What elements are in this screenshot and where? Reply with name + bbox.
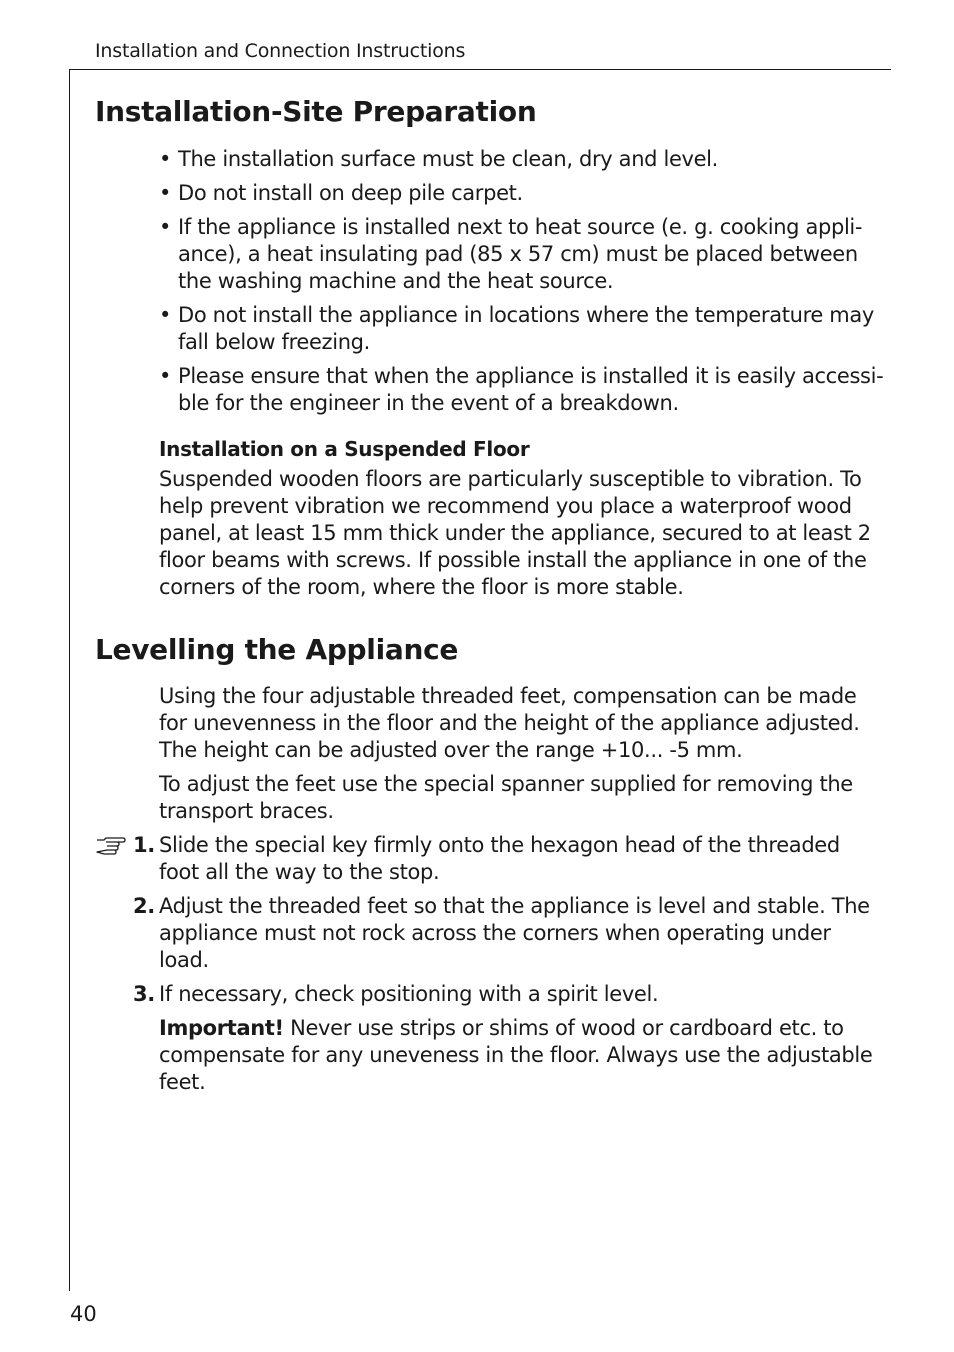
step-number: 3.	[133, 982, 155, 1006]
list-item	[159, 146, 885, 173]
levelling-intro-paragraph: Using the four adjustable threaded feet, compensation can be made for unevenness in the floor and the height of the appliance adjusted. The height can be adjusted over the range +10... -5 mm.	[159, 684, 860, 762]
step-number: 1.	[133, 833, 155, 857]
list-item	[95, 832, 885, 886]
levelling-steps-list	[95, 832, 885, 1008]
step-text: Slide the special key firmly onto the hexagon head of the threaded foot all the way to the stop.	[159, 833, 840, 884]
section-title-site-preparation: Installation-Site Preparation	[95, 95, 537, 128]
list-item	[95, 981, 885, 1008]
page-number: 40	[70, 1302, 97, 1326]
bullet-text: Please ensure that when the appliance is installed it is easily accessi-ble for the engineer in the event of a breakdown.	[178, 364, 884, 415]
subsection-title-suspended-floor: Installation on a Suspended Floor	[159, 437, 530, 461]
step-text: If necessary, check positioning with a spirit level.	[159, 982, 659, 1006]
list-item	[159, 302, 885, 356]
bullet-text: Do not install on deep pile carpet.	[178, 181, 523, 205]
bullet-text: The installation surface must be clean, dry and level.	[178, 147, 718, 171]
important-text: Never use strips or shims of wood or cardboard etc. to compensate for any uneveness in the floor. Always use the adjustable feet.	[159, 1016, 873, 1094]
bullet-symbol: •	[159, 147, 172, 171]
running-header: Installation and Connection Instructions	[95, 40, 466, 62]
levelling-spanner-paragraph: To adjust the feet use the special spanner supplied for removing the transport braces.	[159, 772, 853, 823]
header-rule	[69, 69, 891, 70]
bullet-symbol: •	[159, 181, 172, 205]
pointing-hand-icon	[95, 834, 127, 856]
suspended-floor-paragraph: Suspended wooden floors are particularly susceptible to vibration. To help prevent vibration we recommend you place a waterproof wood panel, at least 15 mm thick under the appliance, secured to at least 2 floor beams with screws. If possible install the appliance in one of the corners of the room, where the floor is more stable.	[159, 467, 871, 599]
important-note	[159, 1015, 885, 1096]
list-item	[95, 893, 885, 974]
page-content	[95, 92, 885, 1096]
step-text: Adjust the threaded feet so that the appliance is level and stable. The appliance must not rock across the corners when operating under load.	[159, 894, 870, 972]
section-title-levelling: Levelling the Appliance	[95, 633, 459, 666]
bullet-symbol: •	[159, 303, 172, 327]
step-number: 2.	[133, 894, 155, 918]
bullet-text: Do not install the appliance in locations where the temperature may fall below freezing.	[178, 303, 874, 354]
list-item	[159, 180, 885, 207]
bullet-symbol: •	[159, 364, 172, 388]
list-item	[159, 363, 885, 417]
important-label: Important!	[159, 1016, 284, 1040]
bullet-symbol: •	[159, 215, 172, 239]
levelling-section	[95, 630, 885, 1096]
bullet-text: If the appliance is installed next to heat source (e. g. cooking appli-ance), a heat insulating pad (85 x 57 cm) must be placed between the washing machine and the heat source.	[178, 215, 863, 293]
preparation-bullet-list	[95, 146, 885, 417]
margin-rule	[69, 69, 70, 1291]
list-item	[159, 214, 885, 295]
